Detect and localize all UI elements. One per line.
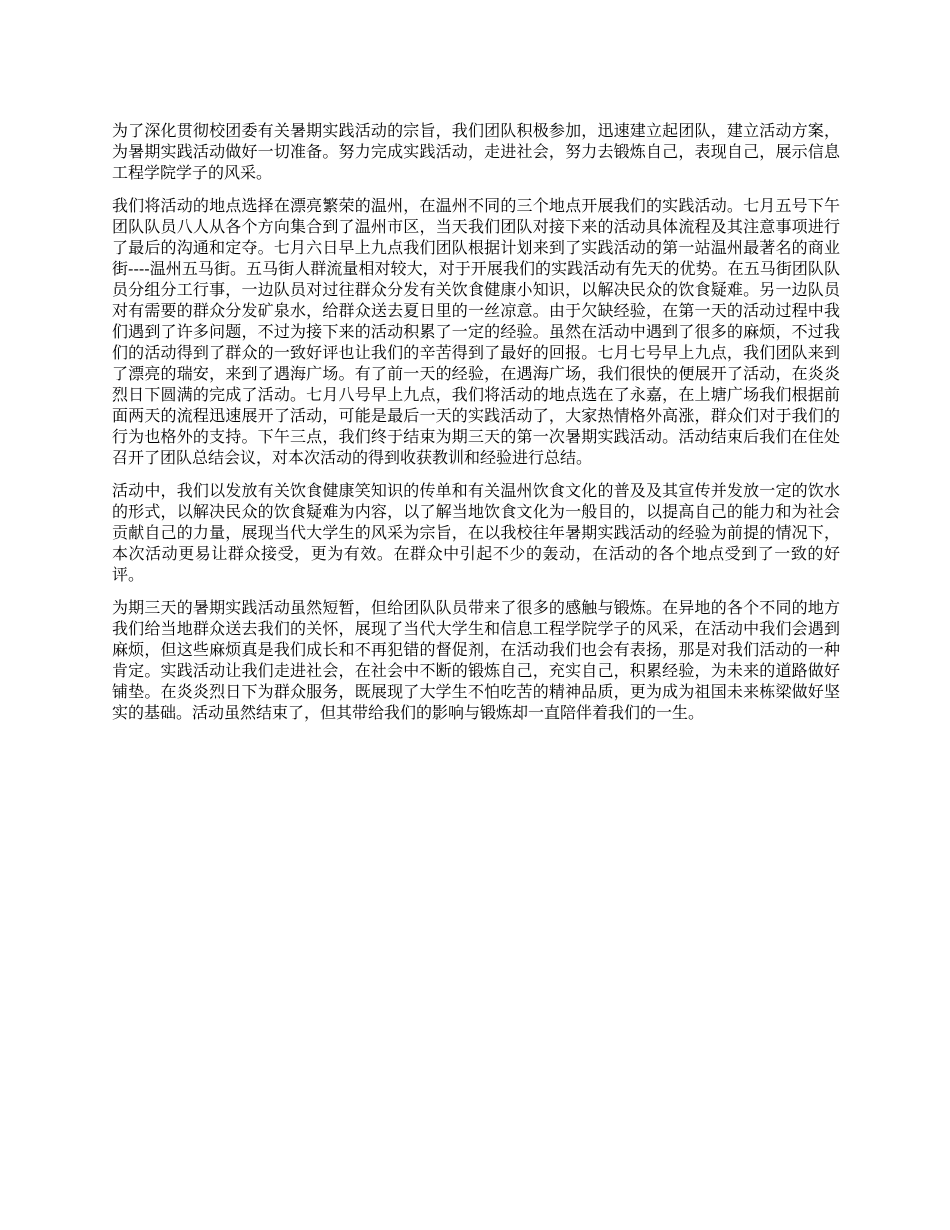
document-page <box>112 120 840 735</box>
paragraph-intro: 为了深化贯彻校团委有关暑期实践活动的宗旨，我们团队积极参加，迅速建立起团队，建立活动方案，为暑期实践活动做好一切准备。努力完成实践活动，走进社会，努力去锻炼自己，表现自己，展示信息工程学院学子的风采。 <box>112 121 840 182</box>
paragraph-activity-content: 活动中，我们以发放有关饮食健康笑知识的传单和有关温州饮食文化的普及及其宣传并发放一定的饮水的形式，以解决民众的饮食疑难为内容，以了解当地饮食文化为一般目的，以提高自己的能力和为社会贡献自己的力量，展现当代大学生的风采为宗旨，在以我校往年暑期实践活动的经验为前提的情况下，本次活动更易让群众接受，更为有效。在群众中引起不少的轰动，在活动的各个地点受到了一致的好评。 <box>112 481 840 584</box>
paragraph-conclusion: 为期三天的暑期实践活动虽然短暂，但给团队队员带来了很多的感触与锻炼。在异地的各个不同的地方我们给当地群众送去我们的关怀，展现了当代大学生和信息工程学院学子的风采，在活动中我们会遇到麻烦，但这些麻烦真是我们成长和不再犯错的督促剂，在活动我们也会有表扬，那是对我们活动的一种肯定。实践活动让我们走进社会，在社会中不断的锻炼自己，充实自己，积累经验，为未来的道路做好铺垫。在炎炎烈日下为群众服务，既展现了大学生不怕吃苦的精神品质，更为成为祖国未来栋梁做好坚实的基础。活动虽然结束了，但其带给我们的影响与锻炼却一直陪伴着我们的一生。 <box>112 598 840 722</box>
paragraph-activity-log: 我们将活动的地点选择在漂亮繁荣的温州，在温州不同的三个地点开展我们的实践活动。七月五号下午团队队员八人从各个方向集合到了温州市区，当天我们团队对接下来的活动具体流程及其注意事项进行了最后的沟通和定夺。七月六日早上九点我们团队根据计划来到了实践活动的第一站温州最著名的商业街----温州五马街。五马街人群流量相对较大，对于开展我们的实践活动有先天的优势。在五马街团队队员分组分工行事，一边队员对过往群众分发有关饮食健康小知识，以解决民众的饮食疑难。另一边队员对有需要的群众分发矿泉水，给群众送去夏日里的一丝凉意。由于欠缺经验，在第一天的活动过程中我们遇到了许多问题，不过为接下来的活动积累了一定的经验。虽然在活动中遇到了很多的麻烦，不过我们的活动得到了群众的一致好评也让我们的辛苦得到了最好的回报。七月七号早上九点，我们团队来到了漂亮的瑞安，来到了遇海广场。有了前一天的经验，在遇海广场，我们很快的便展开了活动，在炎炎烈日下圆满的完成了活动。七月八号早上九点，我们将活动的地点选在了永嘉，在上塘广场我们根据前面两天的流程迅速展开了活动，可能是最后一天的实践活动了，大家热情格外高涨，群众们对于我们的行为也格外的支持。下午三点，我们终于结束为期三天的第一次暑期实践活动。活动结束后我们在住处召开了团队总结会议，对本次活动的得到收获教训和经验进行总结。 <box>112 196 840 467</box>
